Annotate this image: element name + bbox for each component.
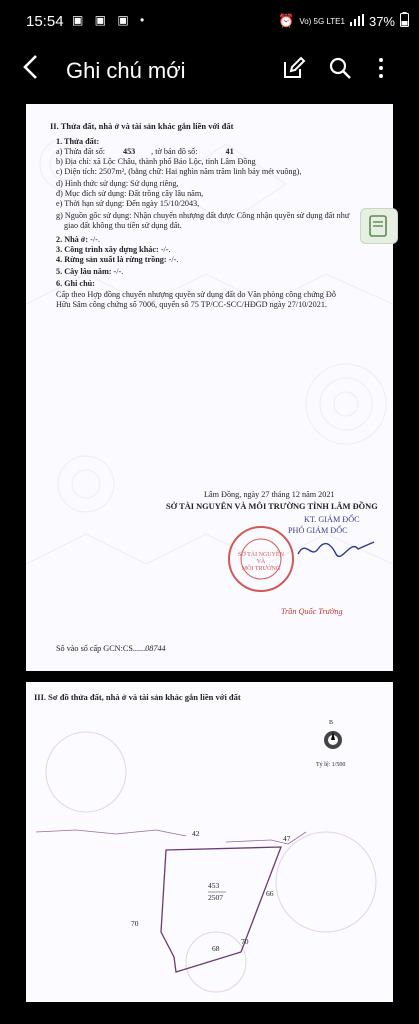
item-4-row bbox=[56, 255, 178, 266]
item-1-title: 1. Thửa đất: bbox=[56, 137, 100, 146]
svg-text:VÀ: VÀ bbox=[256, 559, 266, 565]
clock: 15:54 bbox=[26, 13, 64, 30]
parcel-area-label: 2507 bbox=[208, 893, 223, 902]
notification-icons: ▣ ▣ ▣ • bbox=[72, 13, 149, 27]
status-bar bbox=[0, 0, 419, 42]
north-label: B bbox=[329, 720, 334, 726]
signal-icon bbox=[350, 14, 364, 29]
signature-icon bbox=[296, 534, 376, 564]
item-5-label: 5. Cây lâu năm: bbox=[56, 267, 112, 276]
gcn-row: Số vào sổ cấp GCN:CS......08744 bbox=[56, 644, 166, 653]
item-4-value: -/-. bbox=[168, 255, 179, 264]
app-bar bbox=[0, 42, 419, 100]
parcel-row bbox=[56, 147, 260, 158]
issuing-agency: SỞ TÀI NGUYÊN VÀ MÔI TRƯỜNG TỈNH LÂM ĐỒNG bbox=[166, 502, 378, 511]
parcel-number: 453 bbox=[122, 147, 136, 156]
note-line-2: Hữu Sâm công chứng số 7006, quyển số 75 TP/CC-SCC/HĐGD ngày 27/10/2021. bbox=[56, 300, 327, 309]
scale-label: Tỷ lệ: 1/500 bbox=[316, 762, 346, 768]
usage-purpose-row: đ) Mục đích sử dụng: Đất trồng cây lâu năm, bbox=[56, 189, 204, 198]
back-icon[interactable] bbox=[22, 54, 38, 86]
item-5-row bbox=[56, 267, 123, 278]
signing-date: Lâm Đồng, ngày 27 tháng 12 năm 2021 bbox=[204, 490, 335, 499]
usage-form-row: d) Hình thức sử dụng: Sử dụng riêng, bbox=[56, 179, 179, 188]
gcn-label: Số vào sổ cấp GCN:CS bbox=[56, 644, 133, 653]
area-row: c) Diện tích: 2507m², (bằng chữ: Hai nghìn năm trăm linh bảy mét vuông), bbox=[56, 167, 302, 176]
more-options-icon[interactable] bbox=[369, 56, 395, 82]
edit-icon[interactable] bbox=[282, 56, 308, 82]
neighbor-label-42: 42 bbox=[192, 829, 200, 838]
compass-icon bbox=[321, 724, 345, 752]
search-icon[interactable] bbox=[328, 56, 354, 82]
origin-row-1: g) Nguồn gốc sử dụng: Nhận chuyển nhượng đất được Công nhận quyền sử dụng đất như bbox=[56, 211, 350, 220]
battery-percent: 37% bbox=[368, 13, 395, 29]
kt-director: KT. GIÁM ĐỐC bbox=[304, 515, 360, 524]
neighbor-label-70-right: 70 bbox=[241, 937, 249, 946]
map-section-title: III. Sơ đồ thửa đất, nhà ở và tài sản khác gắn liền với đất bbox=[34, 692, 241, 702]
neighbor-label-68: 68 bbox=[212, 944, 220, 953]
sheet-label: , tờ bản đồ số: bbox=[151, 147, 198, 156]
item-3-row bbox=[56, 245, 171, 256]
document-icon bbox=[361, 209, 397, 243]
item-4-label: 4. Rừng sản xuất là rừng trồng: bbox=[56, 255, 167, 264]
item-2-row bbox=[56, 235, 100, 246]
gcn-number: 08744 bbox=[145, 644, 166, 653]
item-3-value: -/-. bbox=[160, 245, 171, 254]
section-title: II. Thửa đất, nhà ở và tài sản khác gắn liền với đất bbox=[50, 121, 234, 131]
item-6-title: 6. Ghi chú: bbox=[56, 279, 95, 288]
status-right bbox=[278, 12, 409, 30]
neighbor-label-70-left: 70 bbox=[131, 919, 139, 928]
origin-row-2: giao đất không thu tiền sử dụng đất. bbox=[64, 221, 182, 230]
item-2-value: -/-. bbox=[90, 235, 100, 244]
svg-text:MÔI TRƯỜNG: MÔI TRƯỜNG bbox=[241, 566, 281, 572]
parcel-label: a) Thửa đất số: bbox=[56, 147, 106, 156]
deputy-director: PHÓ GIÁM ĐỐC bbox=[288, 526, 348, 535]
page-title: Ghi chú mới bbox=[66, 58, 186, 83]
alarm-icon: ⏰ bbox=[278, 13, 295, 28]
quick-action-button[interactable] bbox=[360, 208, 398, 244]
item-2-label: 2. Nhà ở: bbox=[56, 235, 89, 244]
note-line-1: Cấp theo Hợp đồng chuyển nhượng quyền sử dụng đất do Văn phòng công chứng Đỗ bbox=[56, 290, 336, 299]
battery-icon bbox=[400, 12, 409, 30]
sheet-number: 41 bbox=[225, 147, 234, 156]
parcel-number-label: 453 bbox=[208, 881, 220, 890]
usage-term-row: e) Thời hạn sử dụng: Đến ngày 15/10/2043, bbox=[56, 199, 200, 208]
certificate-page-image[interactable] bbox=[26, 104, 393, 671]
network-indicator: Vo) 5G LTE1 bbox=[299, 16, 345, 26]
address-row: b) Địa chỉ: xã Lộc Châu, thành phố Bảo Lộc, tỉnh Lâm Đồng bbox=[56, 157, 256, 166]
parcel-map-image[interactable] bbox=[26, 682, 393, 1002]
item-5-value: -/-. bbox=[113, 267, 124, 276]
signer-name: Trần Quốc Trường bbox=[281, 607, 343, 616]
neighbor-label-47: 47 bbox=[283, 834, 291, 843]
svg-text:SỞ TÀI NGUYÊN: SỞ TÀI NGUYÊN bbox=[238, 552, 284, 558]
official-seal-icon bbox=[226, 524, 296, 594]
item-3-label: 3. Công trình xây dựng khác: bbox=[56, 245, 159, 254]
neighbor-label-66: 66 bbox=[266, 889, 274, 898]
